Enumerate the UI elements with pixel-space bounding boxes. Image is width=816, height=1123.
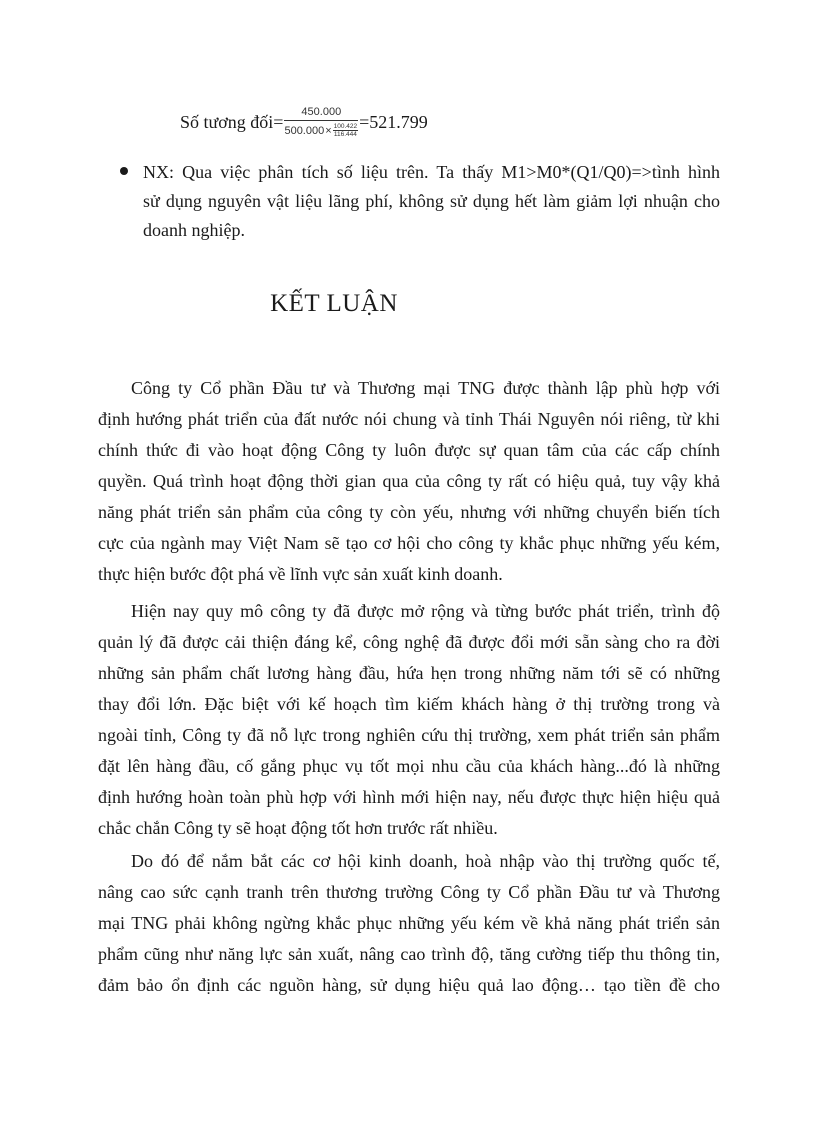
text-line: ngoài tỉnh, Công ty đã nỗ lực trong nghiên cứu thị trường, xem phát triển sản phẩm — [98, 725, 720, 745]
conclusion-paragraph-1 — [98, 373, 720, 590]
formula-sub-numerator: 100.422 — [333, 123, 358, 130]
text-line: những sản phẩm chất lương hàng đầu, hứa hẹn trong những năm tới sẽ có những — [98, 663, 720, 683]
text-line: phẩm cũng như năng lực sản xuất, nâng cao trình độ, tăng cường tiếp thu thông tin, — [98, 944, 720, 964]
text-line: doanh nghiệp. — [143, 220, 245, 240]
text-line: đảm bảo ổn định các nguồn hàng, sử dụng hiệu quả lao động… tạo tiền đề cho — [98, 975, 720, 995]
conclusion-paragraph-2 — [98, 596, 720, 844]
bullet-dot-icon — [120, 167, 128, 175]
text-line: nâng cao sức cạnh tranh trên thương trường Công ty Cổ phần Đầu tư và Thương — [98, 882, 720, 902]
text-line: quản lý đã được cải thiện đáng kể, công nghệ đã được đổi mới sẵn sàng cho ra đời — [98, 632, 720, 652]
text-line: đặt lên hàng đầu, cố gắng phục vụ tốt mọi nhu cầu của khách hàng...đó là những — [98, 756, 720, 776]
text-line: thay đổi lớn. Đặc biệt với kế hoạch tìm kiếm khách hàng ở thị trường trong và — [98, 694, 720, 714]
formula-numerator: 450.000 — [284, 106, 358, 121]
text-line: chắc chắn Công ty sẽ hoạt động tốt hơn trước rất nhiều. — [98, 818, 498, 838]
formula-sub-denominator: 116.444 — [333, 131, 357, 138]
formula-sub-fraction — [333, 123, 359, 138]
text-line: định hướng hoàn toàn phù hợp với hình mới hiện nay, nếu được thực hiện hiệu quả — [98, 787, 720, 807]
text-line: quyền. Quá trình hoạt động thời gian qua của công ty rất có hiệu quả, tuy vậy khả — [98, 471, 720, 491]
text-line: chính thức đi vào hoạt động Công ty luôn được sự quan tâm của các cấp chính — [98, 440, 720, 460]
conclusion-paragraph-3 — [98, 846, 720, 1001]
formula-denominator-base: 500.000 — [284, 124, 325, 137]
formula-fraction — [284, 106, 358, 138]
formula-result: =521.799 — [359, 111, 428, 132]
text-line: mại TNG phải không ngừng khắc phục những yếu kém về khả năng phát triển sản — [98, 913, 720, 933]
text-line: Công ty Cổ phần Đầu tư và Thương mại TNG được thành lập phù hợp với — [131, 378, 720, 398]
text-line: cực của ngành may Việt Nam sẽ tạo cơ hội cho công ty khắc phục những yếu kém, — [98, 533, 720, 553]
text-line: định hướng phát triển của đất nước nói chung và tỉnh Thái Nguyên nói riêng, từ khi — [98, 409, 720, 429]
remark-text — [143, 158, 720, 245]
formula-label: Số tương đối= — [180, 111, 284, 132]
text-line: NX: Qua việc phân tích số liệu trên. Ta thấy M1>M0*(Q1/Q0)=>tình hình — [143, 162, 720, 182]
text-line: sử dụng nguyên vật liệu lãng phí, không sử dụng hết làm giảm lợi nhuận cho — [143, 191, 720, 211]
text-line: năng phát triển sản phẩm của công ty còn yếu, nhưng với những chuyển biến tích — [98, 502, 720, 522]
relative-number-formula — [180, 100, 428, 144]
formula-times-sign: × — [325, 124, 332, 137]
formula-denominator — [284, 121, 358, 138]
text-line: Hiện nay quy mô công ty đã được mở rộng và từng bước phát triển, trình độ — [131, 601, 720, 621]
text-line: Do đó để nắm bắt các cơ hội kinh doanh, hoà nhập vào thị trường quốc tế, — [131, 851, 720, 871]
section-heading: KẾT LUẬN — [270, 290, 398, 317]
text-line: thực hiện bước đột phá về lĩnh vực sản xuất kinh doanh. — [98, 564, 503, 584]
